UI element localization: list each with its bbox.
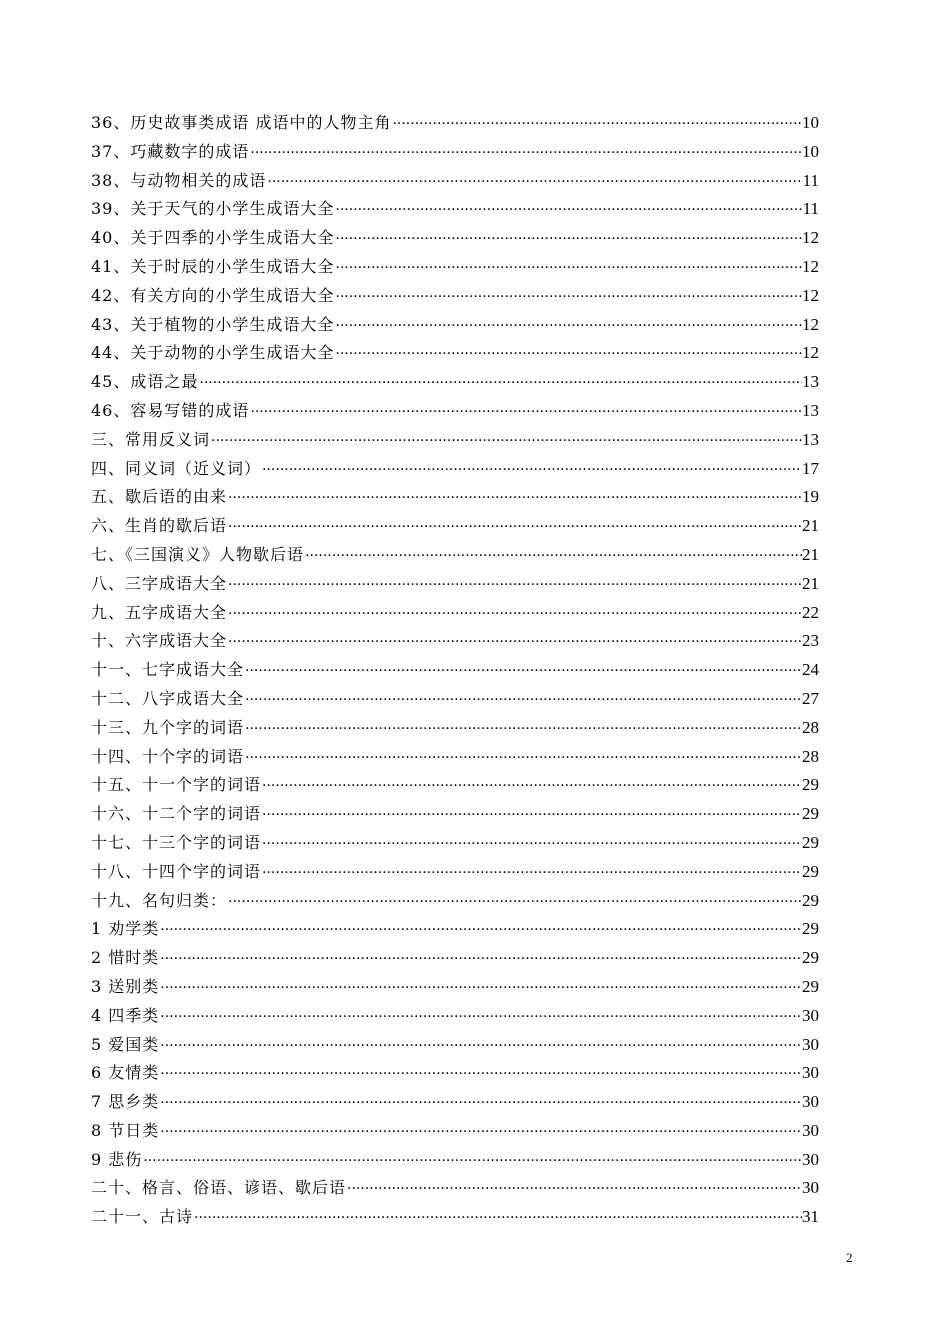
toc-entry-page: 21	[802, 516, 819, 536]
toc-dot-leader	[227, 484, 802, 512]
toc-entry-page: 30	[802, 1092, 819, 1112]
toc-entry-title: 1 劝学类	[91, 919, 160, 939]
toc-entry-page: 11	[802, 199, 819, 219]
toc-entry-page: 10	[802, 141, 819, 161]
toc-entry-title: 七、《三国演义》人物歇后语	[91, 544, 305, 564]
toc-dot-leader	[227, 513, 802, 541]
toc-entry-page: 29	[802, 919, 819, 939]
toc-entry-title: 十五、十一个字的词语	[91, 775, 262, 795]
toc-dot-leader	[227, 888, 802, 916]
toc-entry[interactable]	[91, 771, 819, 800]
toc-entry[interactable]	[91, 944, 819, 973]
toc-entry-title: 十二、八字成语大全	[91, 688, 245, 708]
toc-entry-page: 13	[802, 429, 819, 449]
toc-entry-page: 30	[802, 1063, 819, 1083]
toc-entry[interactable]	[91, 570, 819, 599]
toc-entry-page: 11	[802, 170, 819, 190]
toc-dot-leader	[244, 686, 802, 714]
toc-entry[interactable]	[91, 858, 819, 887]
toc-entry-page: 22	[802, 602, 819, 622]
toc-entry-page: 30	[802, 1005, 819, 1025]
toc-dot-leader	[159, 1118, 802, 1146]
toc-dot-leader	[261, 456, 802, 484]
toc-entry-page: 29	[802, 861, 819, 881]
toc-dot-leader	[159, 1003, 802, 1031]
toc-entry-page: 13	[802, 372, 819, 392]
toc-entry-title: 五、歇后语的由来	[91, 487, 228, 507]
toc-entry-title: 十四、十个字的词语	[91, 746, 245, 766]
toc-entry-title: 36、历史故事类成语 成语中的人物主角	[91, 113, 392, 132]
toc-entry[interactable]	[91, 1002, 819, 1031]
toc-entry-title: 十八、十四个字的词语	[91, 861, 262, 881]
toc-entry-page: 21	[802, 573, 819, 593]
toc-dot-leader	[266, 168, 802, 196]
toc-entry[interactable]	[91, 887, 819, 916]
toc-entry[interactable]	[91, 656, 819, 685]
toc-entry[interactable]	[91, 1174, 819, 1203]
toc-entry[interactable]	[91, 743, 819, 772]
toc-entry[interactable]	[91, 1088, 819, 1117]
toc-entry-title: 三、常用反义词	[91, 429, 211, 449]
toc-dot-leader	[244, 657, 802, 685]
toc-dot-leader	[244, 744, 802, 772]
page-number: 2	[846, 1250, 853, 1265]
toc-entry-title: 十九、名句归类：	[91, 890, 228, 910]
toc-entry-title: 7 思乡类	[91, 1092, 160, 1112]
toc-entry[interactable]	[91, 1031, 819, 1060]
toc-entry-page: 30	[802, 1120, 819, 1140]
toc-entry-title: 十三、九个字的词语	[91, 717, 245, 737]
toc-dot-leader	[391, 110, 802, 138]
toc-entry-page: 29	[802, 775, 819, 795]
toc-entry-title: 46、容易写错的成语	[91, 400, 250, 420]
toc-entry-title: 九、五字成语大全	[91, 602, 228, 622]
toc-entry-page: 29	[802, 948, 819, 968]
toc-entry-title: 8 节日类	[91, 1120, 160, 1140]
toc-entry-title: 40、关于四季的小学生成语大全	[91, 228, 335, 248]
toc-entry[interactable]	[91, 282, 819, 311]
toc-entry-title: 37、巧藏数字的成语	[91, 141, 250, 161]
toc-entry-title: 四、同义词（近义词）	[91, 458, 262, 478]
toc-dot-leader	[334, 340, 802, 368]
toc-entry-title: 4 四季类	[91, 1005, 160, 1025]
toc-entry[interactable]	[91, 714, 819, 743]
toc-dot-leader	[159, 974, 802, 1002]
toc-entry-title: 十六、十二个字的词语	[91, 804, 262, 824]
toc-entry[interactable]	[91, 195, 819, 224]
toc-entry-title: 六、生肖的歇后语	[91, 516, 228, 536]
toc-entry[interactable]	[91, 253, 819, 282]
toc-entry-title: 3 送别类	[91, 976, 160, 996]
toc-entry-title: 44、关于动物的小学生成语大全	[91, 343, 335, 363]
toc-dot-leader	[159, 1089, 802, 1117]
toc-dot-leader	[244, 715, 802, 743]
table-of-contents	[91, 109, 819, 1232]
toc-entry[interactable]	[91, 915, 819, 944]
toc-entry-page: 29	[802, 976, 819, 996]
toc-entry-title: 5 爱国类	[91, 1034, 160, 1054]
toc-entry-page: 28	[802, 746, 819, 766]
toc-entry[interactable]	[91, 627, 819, 656]
toc-entry-title: 38、与动物相关的成语	[91, 170, 267, 190]
toc-entry-title: 43、关于植物的小学生成语大全	[91, 314, 335, 334]
toc-entry[interactable]	[91, 109, 819, 138]
toc-entry[interactable]	[91, 138, 819, 167]
toc-entry-title: 41、关于时辰的小学生成语大全	[91, 256, 335, 276]
toc-entry-page: 31	[802, 1207, 819, 1227]
toc-dot-leader	[334, 225, 802, 253]
toc-entry-title: 9 悲伤	[91, 1149, 143, 1169]
toc-entry[interactable]	[91, 541, 819, 570]
toc-dot-leader	[261, 830, 802, 858]
toc-dot-leader	[249, 398, 802, 426]
toc-entry[interactable]	[91, 224, 819, 253]
toc-entry[interactable]	[91, 397, 819, 426]
toc-dot-leader	[159, 916, 802, 944]
toc-entry[interactable]	[91, 512, 819, 541]
toc-entry-page: 12	[802, 285, 819, 305]
toc-entry-page: 23	[802, 631, 819, 651]
toc-dot-leader	[334, 196, 802, 224]
toc-dot-leader	[261, 772, 802, 800]
toc-entry-page: 30	[802, 1034, 819, 1054]
toc-entry-title: 十一、七字成语大全	[91, 660, 245, 680]
toc-entry[interactable]	[91, 455, 819, 484]
toc-entry-page: 12	[802, 228, 819, 248]
toc-entry[interactable]	[91, 829, 819, 858]
toc-entry-page: 28	[802, 717, 819, 737]
toc-entry-title: 二十一、古诗	[91, 1207, 194, 1227]
toc-entry[interactable]	[91, 685, 819, 714]
toc-entry-page: 21	[802, 544, 819, 564]
toc-entry[interactable]	[91, 1203, 819, 1232]
toc-entry-page: 19	[802, 487, 819, 507]
toc-dot-leader	[304, 542, 802, 570]
toc-dot-leader	[334, 254, 802, 282]
toc-entry[interactable]	[91, 368, 819, 397]
toc-dot-leader	[193, 1204, 802, 1232]
toc-entry-page: 12	[802, 343, 819, 363]
toc-entry-title: 45、成语之最	[91, 372, 199, 392]
toc-entry[interactable]	[91, 483, 819, 512]
toc-entry-page: 29	[802, 832, 819, 852]
toc-entry-page: 30	[802, 1178, 819, 1198]
toc-entry[interactable]	[91, 1059, 819, 1088]
toc-dot-leader	[198, 369, 802, 397]
toc-entry-title: 42、有关方向的小学生成语大全	[91, 285, 335, 305]
toc-entry[interactable]	[91, 1146, 819, 1175]
toc-entry[interactable]	[91, 339, 819, 368]
toc-entry[interactable]	[91, 973, 819, 1002]
toc-dot-leader	[159, 945, 802, 973]
toc-entry[interactable]	[91, 599, 819, 628]
toc-entry[interactable]	[91, 800, 819, 829]
toc-dot-leader	[142, 1147, 802, 1175]
toc-dot-leader	[346, 1175, 802, 1203]
toc-entry-page: 27	[802, 688, 819, 708]
toc-entry-page: 24	[802, 660, 819, 680]
toc-entry-page: 29	[802, 804, 819, 824]
toc-entry[interactable]	[91, 311, 819, 340]
toc-dot-leader	[227, 571, 802, 599]
toc-entry[interactable]	[91, 167, 819, 196]
toc-dot-leader	[249, 139, 802, 167]
toc-entry-title: 十、六字成语大全	[91, 631, 228, 651]
toc-entry-title: 6 友情类	[91, 1063, 160, 1083]
toc-dot-leader	[261, 801, 802, 829]
toc-entry-page: 17	[802, 458, 819, 478]
toc-entry[interactable]	[91, 426, 819, 455]
toc-dot-leader	[227, 628, 802, 656]
toc-entry-page: 29	[802, 890, 819, 910]
toc-dot-leader	[227, 600, 802, 628]
toc-entry-title: 十七、十三个字的词语	[91, 832, 262, 852]
toc-entry[interactable]	[91, 1117, 819, 1146]
toc-entry-page: 12	[802, 314, 819, 334]
toc-dot-leader	[334, 283, 802, 311]
toc-dot-leader	[159, 1060, 802, 1088]
toc-entry-title: 39、关于天气的小学生成语大全	[91, 199, 335, 219]
toc-dot-leader	[159, 1032, 802, 1060]
toc-entry-page: 30	[802, 1149, 819, 1169]
toc-entry-page: 12	[802, 256, 819, 276]
toc-dot-leader	[334, 312, 802, 340]
toc-dot-leader	[210, 427, 802, 455]
toc-entry-title: 八、三字成语大全	[91, 573, 228, 593]
toc-entry-page: 10	[802, 113, 819, 132]
toc-entry-page: 13	[802, 400, 819, 420]
toc-dot-leader	[261, 859, 802, 887]
toc-entry-title: 2 惜时类	[91, 948, 160, 968]
toc-entry-title: 二十、格言、俗语、谚语、歇后语	[91, 1178, 347, 1198]
